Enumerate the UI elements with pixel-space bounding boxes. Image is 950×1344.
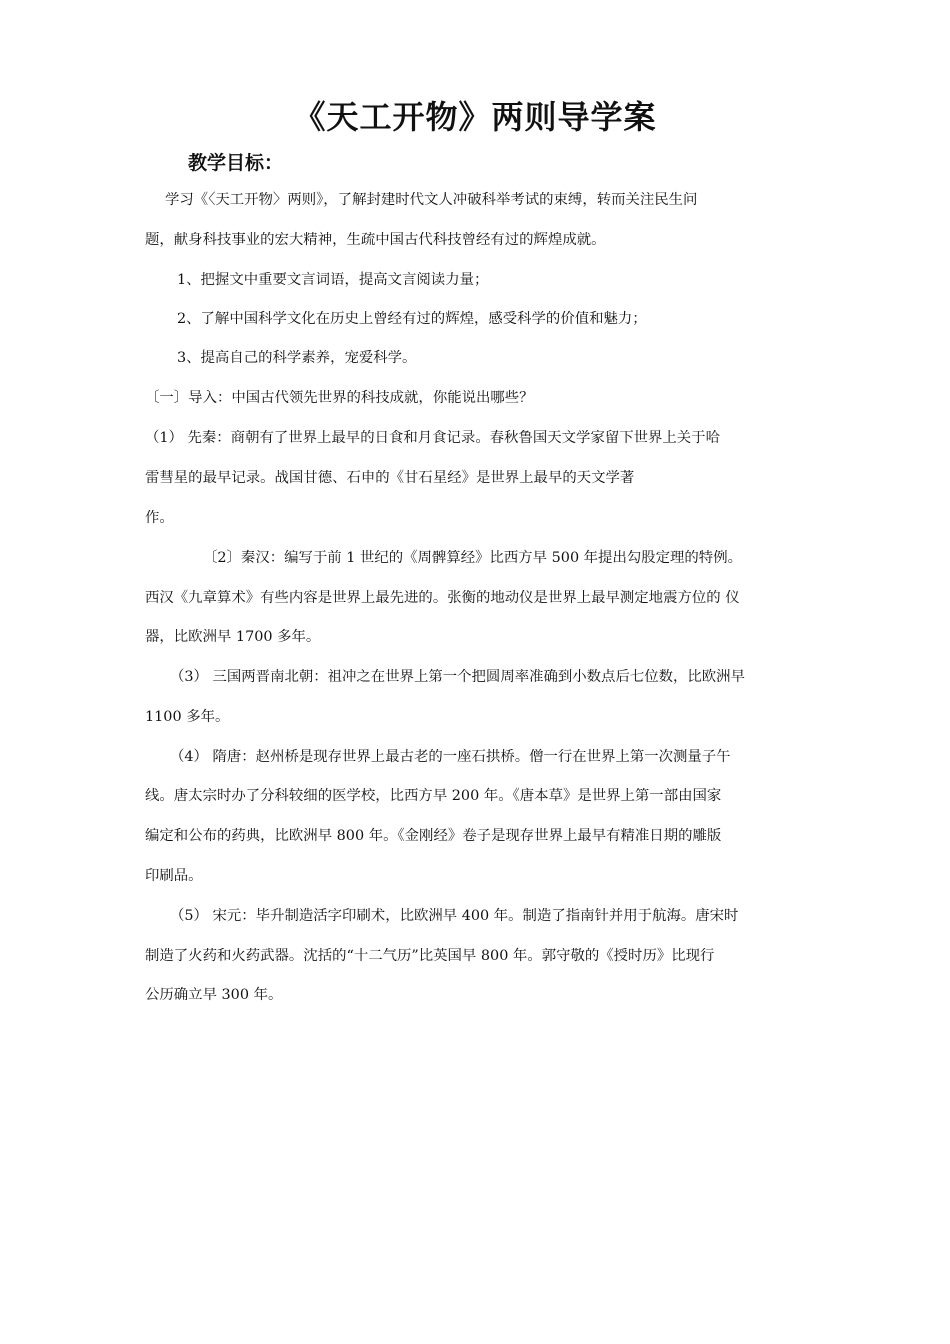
goal-2: 2、了解中国科学文化在历史上曾经有过的辉煌，感受科学的价值和魅力； <box>177 311 647 327</box>
period-5-line-2: 制造了火药和火药武器。沈括的“十二气历”比英国早 800 年。郭守敬的《授时历》比现行 <box>145 948 715 964</box>
period-5-line-1: （5） 宋元：毕升制造活字印刷术，比欧洲早 400 年。制造了指南针并用于航海。唐宋时 <box>170 908 739 924</box>
period-5-line-3: 公历确立早 300 年。 <box>145 987 283 1003</box>
lead-in-question: 〔一〕导入：中国古代领先世界的科技成就，你能说出哪些？ <box>145 390 534 406</box>
period-1-line-2: 雷彗星的最早记录。战国甘德、石申的《甘石星经》是世界上最早的天文学著 <box>145 470 635 486</box>
page-title: 《天工开物》两则导学案 <box>293 98 657 136</box>
period-4-line-3: 编定和公布的药典，比欧洲早 800 年。《金刚经》卷子是现存世界上最早有精准日期的雕版 <box>145 828 722 844</box>
goal-1: 1、把握文中重要文言词语，提高文言阅读力量； <box>177 272 489 288</box>
period-2-line-2: 西汉《九章算术》有些内容是世界上最先进的。张衡的地动仪是世界上最早测定地震方位的 仪 <box>145 590 740 606</box>
intro-line-1: 学习《〈天工开物〉两则》，了解封建时代文人冲破科举考试的束缚，转而关注民生问 <box>165 192 698 208</box>
period-4-line-1: （4） 隋唐：赵州桥是现存世界上最古老的一座石拱桥。僧一行在世界上第一次测量子午 <box>170 749 731 765</box>
intro-line-2: 题，献身科技事业的宏大精神，生疏中国古代科技曾经有过的辉煌成就。 <box>145 232 606 248</box>
period-2-line-3: 器，比欧洲早 1700 多年。 <box>145 629 321 645</box>
period-3-line-2: 1100 多年。 <box>145 709 230 725</box>
period-4-line-2: 线。唐太宗时办了分科较细的医学校，比西方早 200 年。《唐本草》是世界上第一部由国家 <box>145 788 722 804</box>
objectives-heading: 教学目标： <box>188 152 284 174</box>
period-1-line-3: 作。 <box>145 510 174 526</box>
period-3-line-1: （3） 三国两晋南北朝：祖冲之在世界上第一个把圆周率准确到小数点后七位数，比欧洲早 <box>170 669 745 685</box>
goal-3: 3、提高自己的科学素养，宠爱科学。 <box>177 350 417 366</box>
period-4-line-4: 印刷品。 <box>145 868 203 884</box>
period-1-line-1: （1） 先秦：商朝有了世界上最早的日食和月食记录。春秋鲁国天文学家留下世界上关于哈 <box>145 430 720 446</box>
period-2-line-1: 〔2〕秦汉：编写于前 1 世纪的《周髀算经》比西方早 500 年提出勾股定理的特例。 <box>203 550 742 566</box>
